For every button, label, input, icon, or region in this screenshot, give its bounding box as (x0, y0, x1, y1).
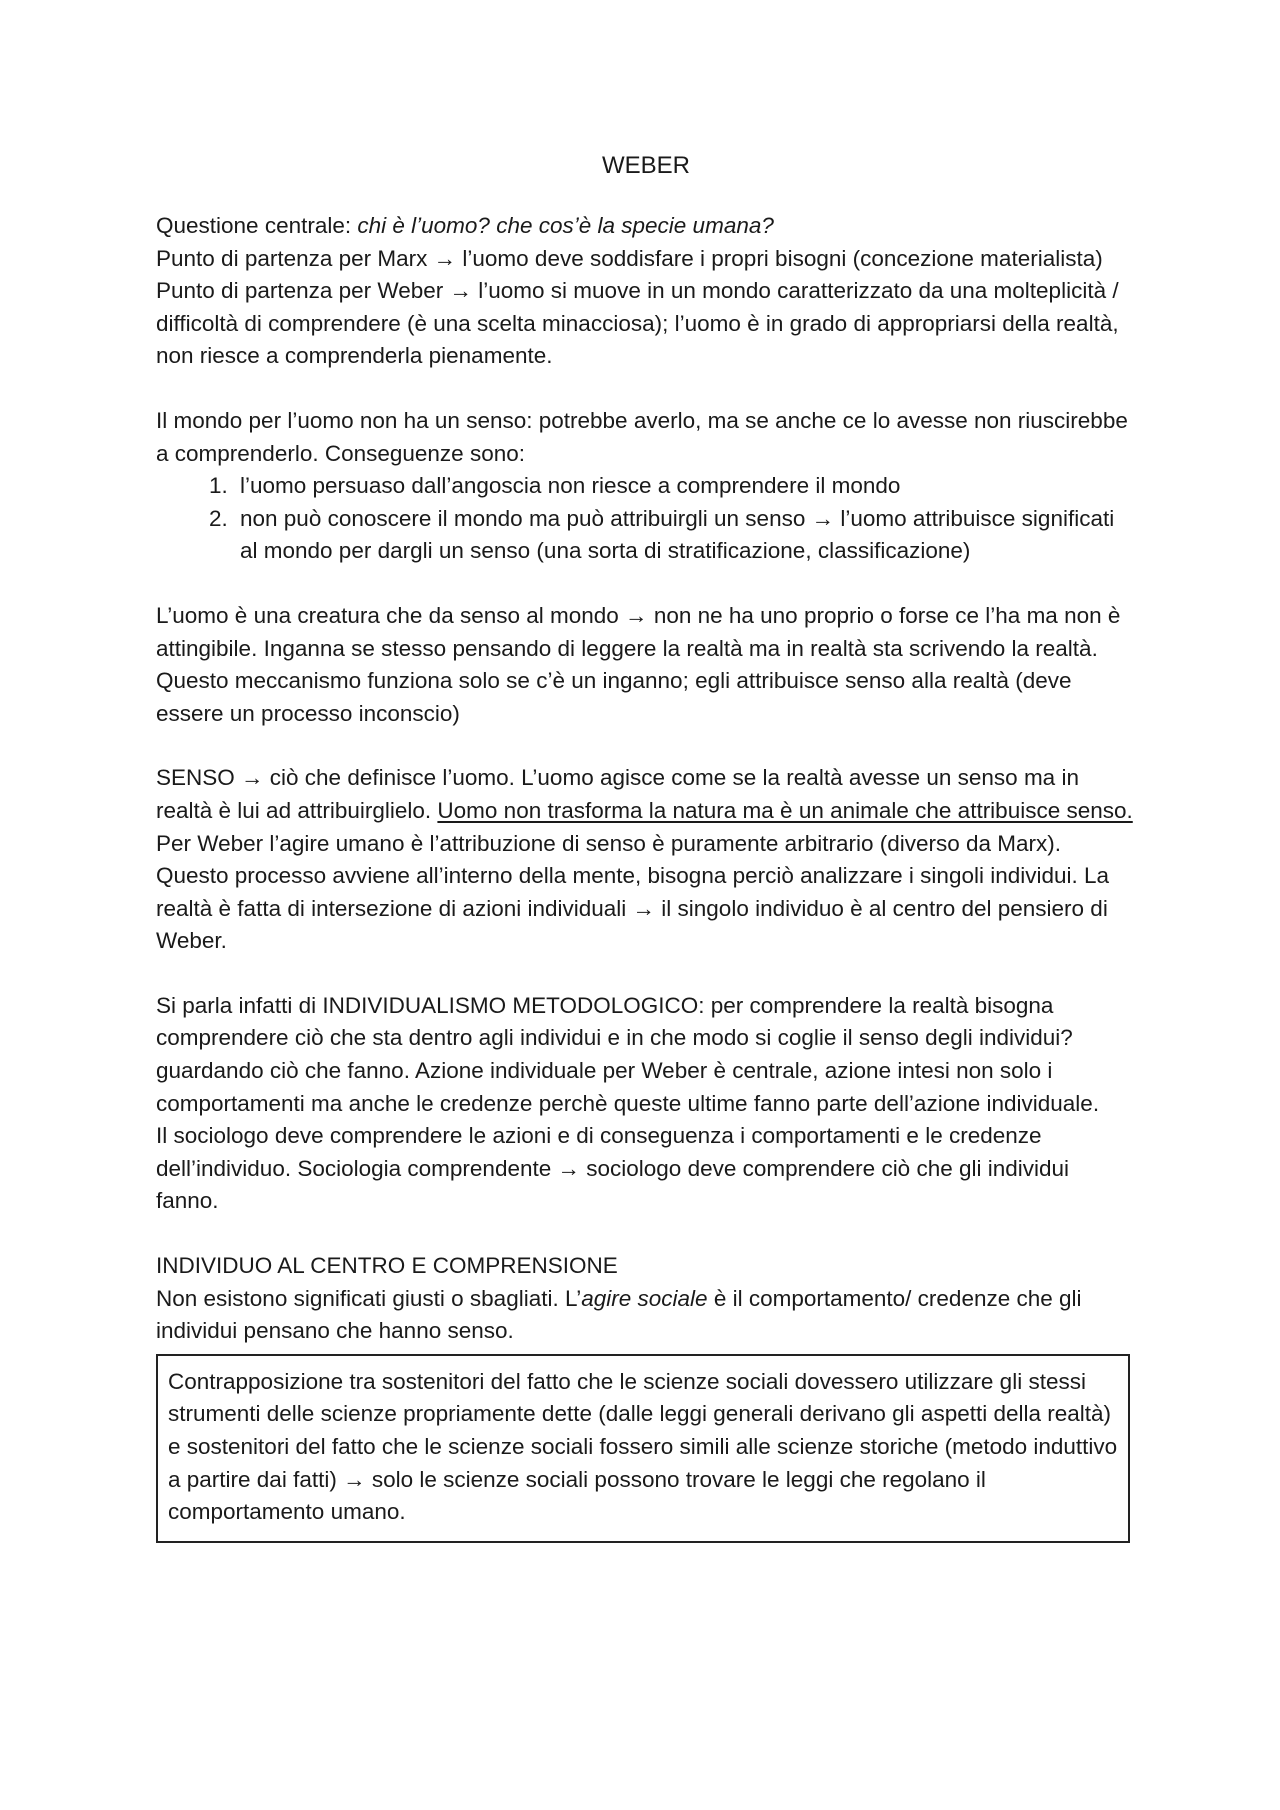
boxed-note: Contrapposizione tra sostenitori del fatto che le scienze sociali dovessero utilizzare gli stessi strumenti delle scienze propriamente dette (dalle leggi generali derivano gli aspetti della realtà) e sostenitori del fatto che le scienze sociali fossero simili alle scienze storiche (metodo induttivo a partire dai fatti) → solo le scienze sociali possono trovare le leggi che regolano il comportamento umano. (156, 1354, 1130, 1543)
list-item: 1. l’uomo persuaso dall’angoscia non riesce a comprendere il mondo (234, 470, 1136, 503)
senso-underlined-text: Uomo non trasforma la natura ma è un animale che attribuisce senso. (437, 797, 1133, 823)
social-action-paragraph (156, 1283, 1136, 1348)
social-action-term: agire sociale (581, 1285, 708, 1311)
central-question-text: chi è l’uomo? che cos’è la specie umana? (357, 213, 774, 238)
sociologist-paragraph: Il sociologo deve comprendere le azioni e di conseguenza i comportamenti e le credenze dell’individuo. Sociologia comprendente → sociologo deve comprendere ciò che gli individui fanno. (156, 1123, 1070, 1214)
world-meaning-paragraph: Il mondo per l’uomo non ha un senso: potrebbe averlo, ma se anche ce lo avesse non riuscirebbe a comprenderlo. Conseguenze sono: (156, 407, 1128, 466)
marx-starting-point: Punto di partenza per Marx → l’uomo deve soddisfare i propri bisogni (concezione materialista) (156, 245, 1103, 271)
creature-paragraph: L’uomo è una creatura che da senso al mondo → non ne ha uno proprio o forse ce l’ha ma non è attingibile. Inganna se stesso pensando di leggere la realtà ma in realtà sta scrivendo la realtà. Questo meccanismo funziona solo se c’è un inganno; egli attribuisce senso alla realtà (deve essere un processo inconscio) (156, 602, 1121, 726)
consequences-list (156, 470, 1136, 568)
central-question (156, 210, 1136, 243)
senso-text-end: Per Weber l’agire umano è l’attribuzione di senso è puramente arbitrario (diverso da Marx). Questo processo avviene all’interno della mente, bisogna perciò analizzare i singoli individui. La realtà è fatta di intersezione di azioni individuali → il singolo individuo è al centro del pensiero di Weber. (156, 830, 1110, 954)
senso-paragraph (156, 762, 1136, 958)
social-action-text-start: Non esistono significati giusti o sbagliati. L’ (156, 1285, 582, 1311)
document-title: WEBER (601, 152, 690, 179)
senso-text-start: SENSO → ciò che definisce l’uomo. L’uomo agisce come se la realtà avesse un senso ma in realtà è lui ad attribuirglielo. (156, 765, 1079, 823)
central-question-label: Questione centrale: (156, 213, 358, 238)
methodological-individualism-paragraph: Si parla infatti di INDIVIDUALISMO METODOLOGICO: per comprendere la realtà bisogna comprendere ciò che sta dentro agli individui e in che modo si coglie il senso degli individui? guardando ciò che fanno. Azione individuale per Weber è centrale, azione intesi non solo i comportamenti ma anche le credenze perchè queste ultime fanno parte dell’azione individuale. (156, 992, 1100, 1116)
social-action-text-end: è il comportamento/ credenze che gli individui pensano che hanno senso. (156, 1285, 1082, 1344)
section-heading: INDIVIDUO AL CENTRO E COMPRENSIONE (156, 1253, 618, 1279)
list-item: 2. non può conoscere il mondo ma può attribuirgli un senso → l’uomo attribuisce significati al mondo per dargli un senso (una sorta di stratificazione, classificazione) (234, 503, 1136, 568)
document-page (156, 150, 1136, 1543)
weber-starting-point: Punto di partenza per Weber → l’uomo si muove in un mondo caratterizzato da una molteplicità / difficoltà di comprendere (è una scelta minacciosa); l’uomo è in grado di appropriarsi della realtà, non riesce a comprenderla pienamente. (156, 278, 1119, 369)
